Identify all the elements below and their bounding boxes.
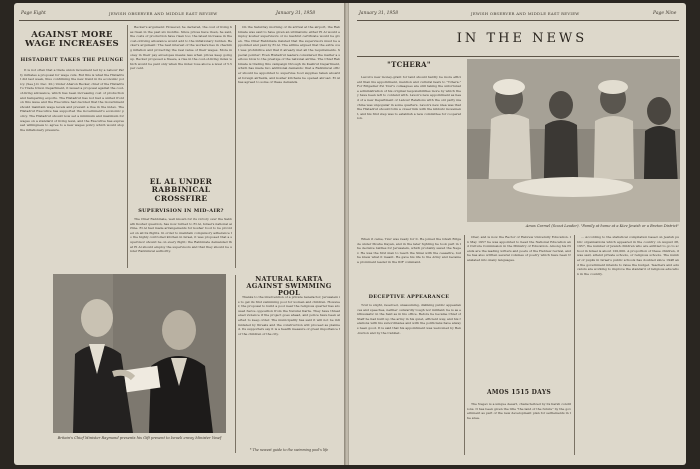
article-subheadline: DECEPTIVE APPEARANCE: [368, 294, 450, 300]
article-headline: AMOS 1515 DAYS: [486, 389, 552, 396]
section-rule: [357, 56, 679, 57]
article-column: [467, 402, 571, 454]
footnote: * The newest guide to the swimming pool's life: [249, 448, 329, 452]
photo-caption: Britain's Chief Minister Raymond presents his Gift present to Israeli envoy Minister Yosef: [57, 436, 222, 440]
article-paragraph: On the Saturday morning of its arrival at the airport, the Rabbinate was said to have given an ultimatum; either El Al would employ kosher supervisors or no kashrut certificate would be given. The Chief Rabbinate insisted that the supervisors must be appointed and paid by El Al. The airline argued that the extra cost was prohibitive and that it already met all the requirements. Special pointer: Even Histadrut leaders considered the matter a serious blow to the prestige of the national airline. The Chief Rabbinate is trading this campaign through its Kashrut Department, which has made two additional demands: that a Rabbinical officer should be appointed to supervise food supplies taken aboard at foreign airfields, and kosher kitchens be opened abroad. El Al has agreed to some of these demands.: [238, 25, 340, 85]
article-column: [130, 217, 232, 272]
article-headline: NATURAL KARTA AGAINST SWIMMING POOL: [246, 275, 332, 298]
article-column: [357, 237, 461, 292]
column-rule: [127, 25, 128, 268]
column-rule: [464, 235, 465, 455]
article-column: [20, 68, 124, 266]
article-paragraph: When it came, Tzur was ready for it. He joined the Givati Brigade under Moshe Dayan, and in the later fighting he took part in the decisive battles for Jerusalem, which probably saved the Negev. He was the first man to reach the Sinai with the ceasefire, but he knew what it meant. He gave his life to the Army and became a prominent leader in the IDF command.: [357, 237, 461, 264]
left-date: January 31, 1958: [276, 11, 316, 16]
section-title: IN THE NEWS: [456, 31, 588, 46]
right-page-number: Page Nine: [653, 11, 677, 16]
article-headline: "TCHERA": [387, 60, 431, 69]
article-column: [357, 75, 461, 235]
photo-image: [467, 59, 680, 222]
news-photo: [53, 274, 226, 433]
article-column: [238, 295, 340, 445]
article-subheadline: SUPERVISION IN MID-AIR?: [138, 208, 224, 214]
article-headline: EL AL UNDER RABBINICAL CROSSFIRE: [149, 177, 213, 203]
article-paragraph: The Chief Rabbinate, well known for its victory over the Sabbath Kosher question, has now turned to El Al, Israel's national airline. El Al had made arrangements for kosher food to be provided on all its flights. In order to maintain compulsory adherence to the highly controlled kitchen in Israel, it was proposed that a supervisor should be on every flight; the Rabbinate demanded that El Al should employ the supervisors and that they should be under Rabbinical authority.: [130, 217, 232, 254]
left-page-number: Page Eight: [21, 11, 46, 16]
article-column: [130, 25, 232, 173]
article-paragraph: Ober, and is now the Rector of Hebrew University Education. In May 1957 he was appointed to head the National Education and Culture Commission in the Ministry of Education. Among his friends are the leading writers and poets of the Hebrew revival, and he has also written several volumes of poetry which have been translated into many languages.: [467, 235, 571, 262]
article-paragraph: It is not often that a trade union movement led by a Labour Party initiates a proposal for wage cuts. But this is what the Histadrut did last week, thus confirming the new trend in its economic policy. (See J.O. Dec. 20.) Under Aharon Becker, chief of the Histadrut's Trade Union Department, it issued a proposal against the cost-of-living allowance, which has been increasing cost of production and hampering exports. The Histadrut has not had a united front on this issue and the Executive had decided that the Government should maintain wage levels and prevent a rise in the index. The Histadrut Executive has supported the Government's economic policy. The Histadrut should now set a minimum and maximum for wages on a standard of living level, and the Executive has expressed willingness to agree to a new wages policy which would stop the inflationary pressure.: [20, 68, 124, 132]
news-photo: [467, 59, 680, 222]
article-column: [238, 25, 340, 272]
article-paragraph: Tzur is slight, reserved, unassuming, disliking public appearances and speeches, neither outwardly tough nor militant; he is as enthusiastic in the field as in his office. Before he became Chief of Staff he had built up the army in his quiet, efficient way, and his relations with his subordinates and with the politicians have always been good. It is said that his appointment was welcomed by Ben-Gurion and by the Cabinet.: [357, 303, 461, 335]
article-subheadline: HISTADRUT TAKES THE PLUNGE: [20, 57, 124, 63]
column-rule: [235, 25, 236, 268]
article-paragraph: The Negev is a unique desert, characterized by its harsh conditions. It has been given the title "the land of the future" by the government as part of the new development plan for settlements in the area.: [467, 402, 571, 420]
photo-caption: Amos Carmel (Scout Leader). "Family at home at a Kiev Jewish or a Breton District": [525, 224, 679, 228]
article-column: [467, 235, 571, 387]
article-paragraph: ... According to the statistical compilation based on Jewish public organisations which appeared in the country on August 28, 1957, the number of Jewish children who are entitled to go to school in Israel is about 120,000. A proportion of these children, it was said, attend private schools, or religious schools. The number of pupils in Israel's public schools has doubled since 1948 and the government intends to raise the budget. Teachers and educators are working to improve the standard of religious education in the country.: [577, 235, 679, 276]
header-rule: [357, 20, 679, 21]
column-rule: [235, 275, 236, 453]
article-paragraph: Thanks to the intervention of a private benefactor, Jerusalem is to get its first swimming pool for women and children. However, the proposal to build a pool near the religious quarter has aroused fierce opposition from the Neturei Karta. They have threatened violence if the project goes ahead, and police have been alerted to keep order. The municipality has said it will not be intimidated by threats and the construction will proceed as planned. Its supporters say it is a health measure of great importance for the children of the city.: [238, 295, 340, 336]
right-page: [349, 3, 686, 465]
column-rule: [574, 235, 575, 455]
article-paragraph: Becker's argument: However, he declared, the cost of living has risen in the past six months. Since prices have risen, he said, the costs of production have risen too; the latest increase in the cost-of-living allowance would add to the inflationary burden. Becker's argument: The best interest of the workers lies in checking inflation and protecting the real value of their wages. More money in their pay envelopes means less when prices keep going up. Becker proposed a freeze, a rise in the cost-of-living index which would be paid only when the index rose above a level of 5.5 per cent.: [130, 25, 232, 71]
article-headline: AGAINST MORE WAGE INCREASES: [25, 30, 119, 50]
right-date: January 31, 1958: [359, 11, 399, 16]
left-masthead: JEWISH OBSERVER AND MIDDLE EAST REVIEW: [109, 11, 218, 16]
right-masthead: JEWISH OBSERVER AND MIDDLE EAST REVIEW: [471, 11, 580, 16]
header-rule: [19, 20, 340, 21]
photo-image: [53, 274, 226, 433]
article-column: [577, 235, 679, 453]
article-column: [357, 303, 461, 453]
left-page: [14, 3, 345, 465]
article-paragraph: Lavon's new money-grant for land should hardly be more efficient than his appointment, mention and cultural fears to "Tchera." For Brigadier Zvi Tzur's colleagues are still taking the unfortunate administration of his original responsibilities more by which they have been left to contend with. Lavon's new appointment as head of a new Department of Labour Relations with the old party machine was unpopular in some quarters. Lavon's new idea was that the Histadrut should form a closer link with the kibbutz movement, and his first step was to establish a new committee for cooperation.: [357, 75, 461, 121]
